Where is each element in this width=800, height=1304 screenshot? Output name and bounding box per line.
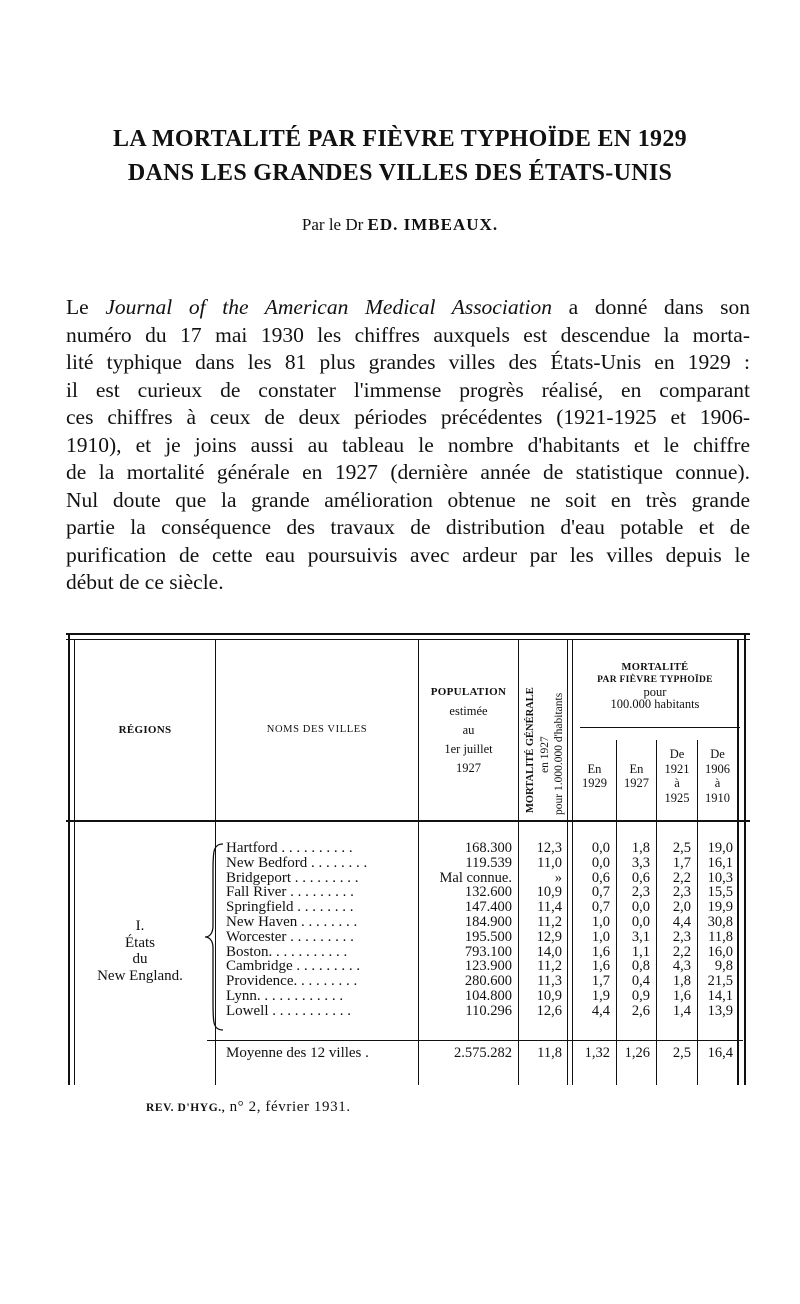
article-author xyxy=(0,215,800,235)
moyenne-label: Moyenne des 12 villes . xyxy=(226,1046,369,1061)
header-population: POPULATION estimée au 1er juillet 1927 xyxy=(430,686,507,775)
city-name: Cambridge . . . . . . . . . xyxy=(226,959,361,974)
header-regions: RÉGIONS xyxy=(118,724,172,736)
paragraph-line: numéro du 17 mai 1930 les chiffres auxquels est descendue la morta- xyxy=(66,322,750,347)
cell-t1927: 1,8 xyxy=(631,840,650,856)
paragraph-line: partie la conséquence des travaux de distribution d'eau potable et de xyxy=(66,515,750,539)
region-new-england: I. États du New England. xyxy=(97,918,183,984)
cell-t1921: 2,2 xyxy=(672,869,691,886)
cell-mort_gen: » xyxy=(554,869,562,886)
cell-population: 147.400 xyxy=(464,899,512,916)
cell-t1921: 2,3 xyxy=(672,928,691,945)
header-typhoide: MORTALITÉ PAR FIÈVRE TYPHOÏDE pour 100.000 habitants xyxy=(597,662,713,711)
cell-population: 132.600 xyxy=(464,884,512,901)
city-name: New Bedford . . . . . . . . xyxy=(226,855,368,871)
moyenne-t1906: 16,4 xyxy=(707,1045,733,1061)
cell-population: 184.900 xyxy=(464,914,512,930)
paragraph-line: purification de cette eau poursuivis avec ardeur par les villes depuis le xyxy=(66,542,750,567)
cell-t1929: 4,4 xyxy=(591,1002,610,1019)
city-name: Lowell . . . . . . . . . . . xyxy=(226,1003,351,1019)
cell-t1921: 4,3 xyxy=(672,958,691,975)
article-title-line-2: DANS LES GRANDES VILLES DES ÉTATS-UNIS xyxy=(127,160,673,186)
cell-t1929: 1,7 xyxy=(591,973,610,990)
cell-t1906: 16,0 xyxy=(707,943,733,960)
cell-t1929: 0,6 xyxy=(591,869,610,886)
cell-population: 110.296 xyxy=(465,1002,512,1019)
cell-t1921: 1,7 xyxy=(672,854,691,871)
city-name: Lynn. . . . . . . . . . . . xyxy=(226,989,344,1004)
cell-mort_gen: 11,4 xyxy=(537,899,562,916)
cell-mort_gen: 12,6 xyxy=(536,1002,562,1019)
moyenne-t1927: 1,26 xyxy=(624,1045,650,1061)
cell-population: 793.100 xyxy=(464,943,512,960)
moyenne-population: 2.575.282 xyxy=(454,1045,512,1061)
cell-t1929: 0,7 xyxy=(591,884,610,901)
paragraph-line: il est curieux de constater l'immense progrès réalisé, en comparant xyxy=(66,377,750,402)
city-name: Bridgeport . . . . . . . . . xyxy=(226,870,359,886)
cell-t1906: 13,9 xyxy=(707,1002,733,1019)
cell-t1929: 1,9 xyxy=(591,988,610,1004)
intro-paragraph xyxy=(66,294,750,597)
cell-t1906: 19,0 xyxy=(707,840,733,856)
cell-t1921: 2,0 xyxy=(672,899,691,916)
cell-t1929: 1,0 xyxy=(591,914,610,930)
cell-t1906: 19,9 xyxy=(707,899,733,916)
cell-mort_gen: 14,0 xyxy=(536,943,562,960)
cell-t1921: 1,4 xyxy=(672,1002,691,1019)
cell-t1921: 1,6 xyxy=(672,988,691,1004)
cell-t1927: 0,4 xyxy=(631,973,650,990)
cell-population: 280.600 xyxy=(464,973,512,990)
article-title-line-1: LA MORTALITÉ PAR FIÈVRE TYPHOÏDE EN 1929 xyxy=(113,126,687,152)
paragraph-line: lité typhique dans les 81 plus grandes villes des États-Unis en 1929 : xyxy=(66,350,750,374)
cell-t1929: 0,7 xyxy=(591,899,610,916)
cell-t1906: 10,3 xyxy=(707,869,733,886)
paragraph-line: 1910), et je joins aussi au tableau le nombre d'habitants et le chiffre xyxy=(66,432,750,457)
cell-t1906: 11,8 xyxy=(708,928,733,945)
cell-t1927: 2,6 xyxy=(631,1002,650,1019)
cell-t1929: 1,6 xyxy=(591,958,610,975)
cell-t1906: 15,5 xyxy=(707,884,733,901)
paragraph-line: Nul doute que la grande amélioration obtenue ne soit en très grande xyxy=(66,487,750,512)
cell-mort_gen: 12,3 xyxy=(536,840,562,856)
cell-mort_gen: 12,9 xyxy=(536,928,562,945)
cell-mort_gen: 11,0 xyxy=(537,854,562,871)
moyenne-t1929: 1,32 xyxy=(584,1045,610,1061)
header-mortalite-generale: MORTALITÉ GÉNÉRALE en 1927 pour 1.000.000 d'habitants xyxy=(525,687,565,815)
cell-t1927: 0,9 xyxy=(631,988,650,1004)
cell-mort_gen: 11,2 xyxy=(537,914,562,930)
city-name: Worcester . . . . . . . . . xyxy=(226,929,354,945)
cell-t1906: 16,1 xyxy=(707,854,733,871)
cell-t1906: 21,5 xyxy=(707,973,733,990)
header-villes: NOMS DES VILLES xyxy=(266,724,368,735)
city-name: Fall River . . . . . . . . . xyxy=(226,885,354,900)
header-1929: En 1929 xyxy=(582,762,607,790)
paragraph-line: ces chiffres à ceux de deux périodes précédentes (1921-1925 et 1906- xyxy=(66,405,750,429)
cell-population: 123.900 xyxy=(464,958,512,975)
header-1927: En 1927 xyxy=(624,762,649,790)
header-1921-1925: De 1921 à 1925 xyxy=(664,747,690,805)
cell-mort_gen: 10,9 xyxy=(536,988,562,1004)
cell-t1927: 3,1 xyxy=(631,928,650,945)
cell-t1927: 0,6 xyxy=(631,869,650,886)
cell-t1927: 0,8 xyxy=(631,958,650,975)
author-name: ED. IMBEAUX. xyxy=(367,215,499,234)
cell-population: 119.539 xyxy=(465,854,512,871)
moyenne-t1921: 2,5 xyxy=(672,1045,691,1061)
cell-t1927: 1,1 xyxy=(631,943,650,960)
paragraph-line: Le Journal of the American Medical Association a donné dans son xyxy=(66,295,750,319)
cell-t1929: 1,0 xyxy=(591,928,610,945)
cell-population: 195.500 xyxy=(464,928,512,945)
cell-mort_gen: 11,3 xyxy=(537,973,562,990)
cell-t1921: 4,4 xyxy=(672,914,691,930)
cell-t1921: 2,2 xyxy=(672,943,691,960)
cell-mort_gen: 11,2 xyxy=(537,958,562,975)
moyenne-mort_gen: 11,8 xyxy=(537,1045,562,1061)
cell-t1906: 9,8 xyxy=(714,958,733,975)
cell-t1906: 30,8 xyxy=(707,914,733,930)
city-name: Boston. . . . . . . . . . . xyxy=(226,944,348,960)
cell-mort_gen: 10,9 xyxy=(536,884,562,901)
city-name: New Haven . . . . . . . . xyxy=(226,915,358,930)
footer-reference: REV. D'HYG., n° 2, février 1931. xyxy=(146,1099,351,1115)
city-name: Providence. . . . . . . . . xyxy=(226,974,358,989)
cell-t1921: 2,3 xyxy=(672,884,691,901)
cell-t1921: 2,5 xyxy=(672,840,691,856)
cell-t1921: 1,8 xyxy=(672,973,691,990)
cell-population: 168.300 xyxy=(464,840,512,856)
cell-t1929: 1,6 xyxy=(591,943,610,960)
cell-population: 104.800 xyxy=(464,988,512,1004)
cell-t1927: 0,0 xyxy=(631,899,650,916)
region-brace xyxy=(203,842,225,1032)
cell-population: Mal connue. xyxy=(439,869,512,886)
cell-t1929: 0,0 xyxy=(591,840,610,856)
cell-t1927: 3,3 xyxy=(631,854,650,871)
cell-t1927: 2,3 xyxy=(631,884,650,901)
cell-t1929: 0,0 xyxy=(591,854,610,871)
header-1906-1910: De 1906 à 1910 xyxy=(705,747,730,805)
paragraph-line: de la mortalité générale en 1927 (dernière année de statistique connue). xyxy=(66,460,750,484)
cell-t1927: 0,0 xyxy=(631,914,650,930)
city-name: Springfield . . . . . . . . xyxy=(226,900,354,915)
paragraph-line: début de ce siècle. xyxy=(66,570,224,594)
city-name: Hartford . . . . . . . . . . xyxy=(226,841,353,856)
cell-t1906: 14,1 xyxy=(707,988,733,1004)
author-prefix: Par le Dr xyxy=(301,215,364,234)
